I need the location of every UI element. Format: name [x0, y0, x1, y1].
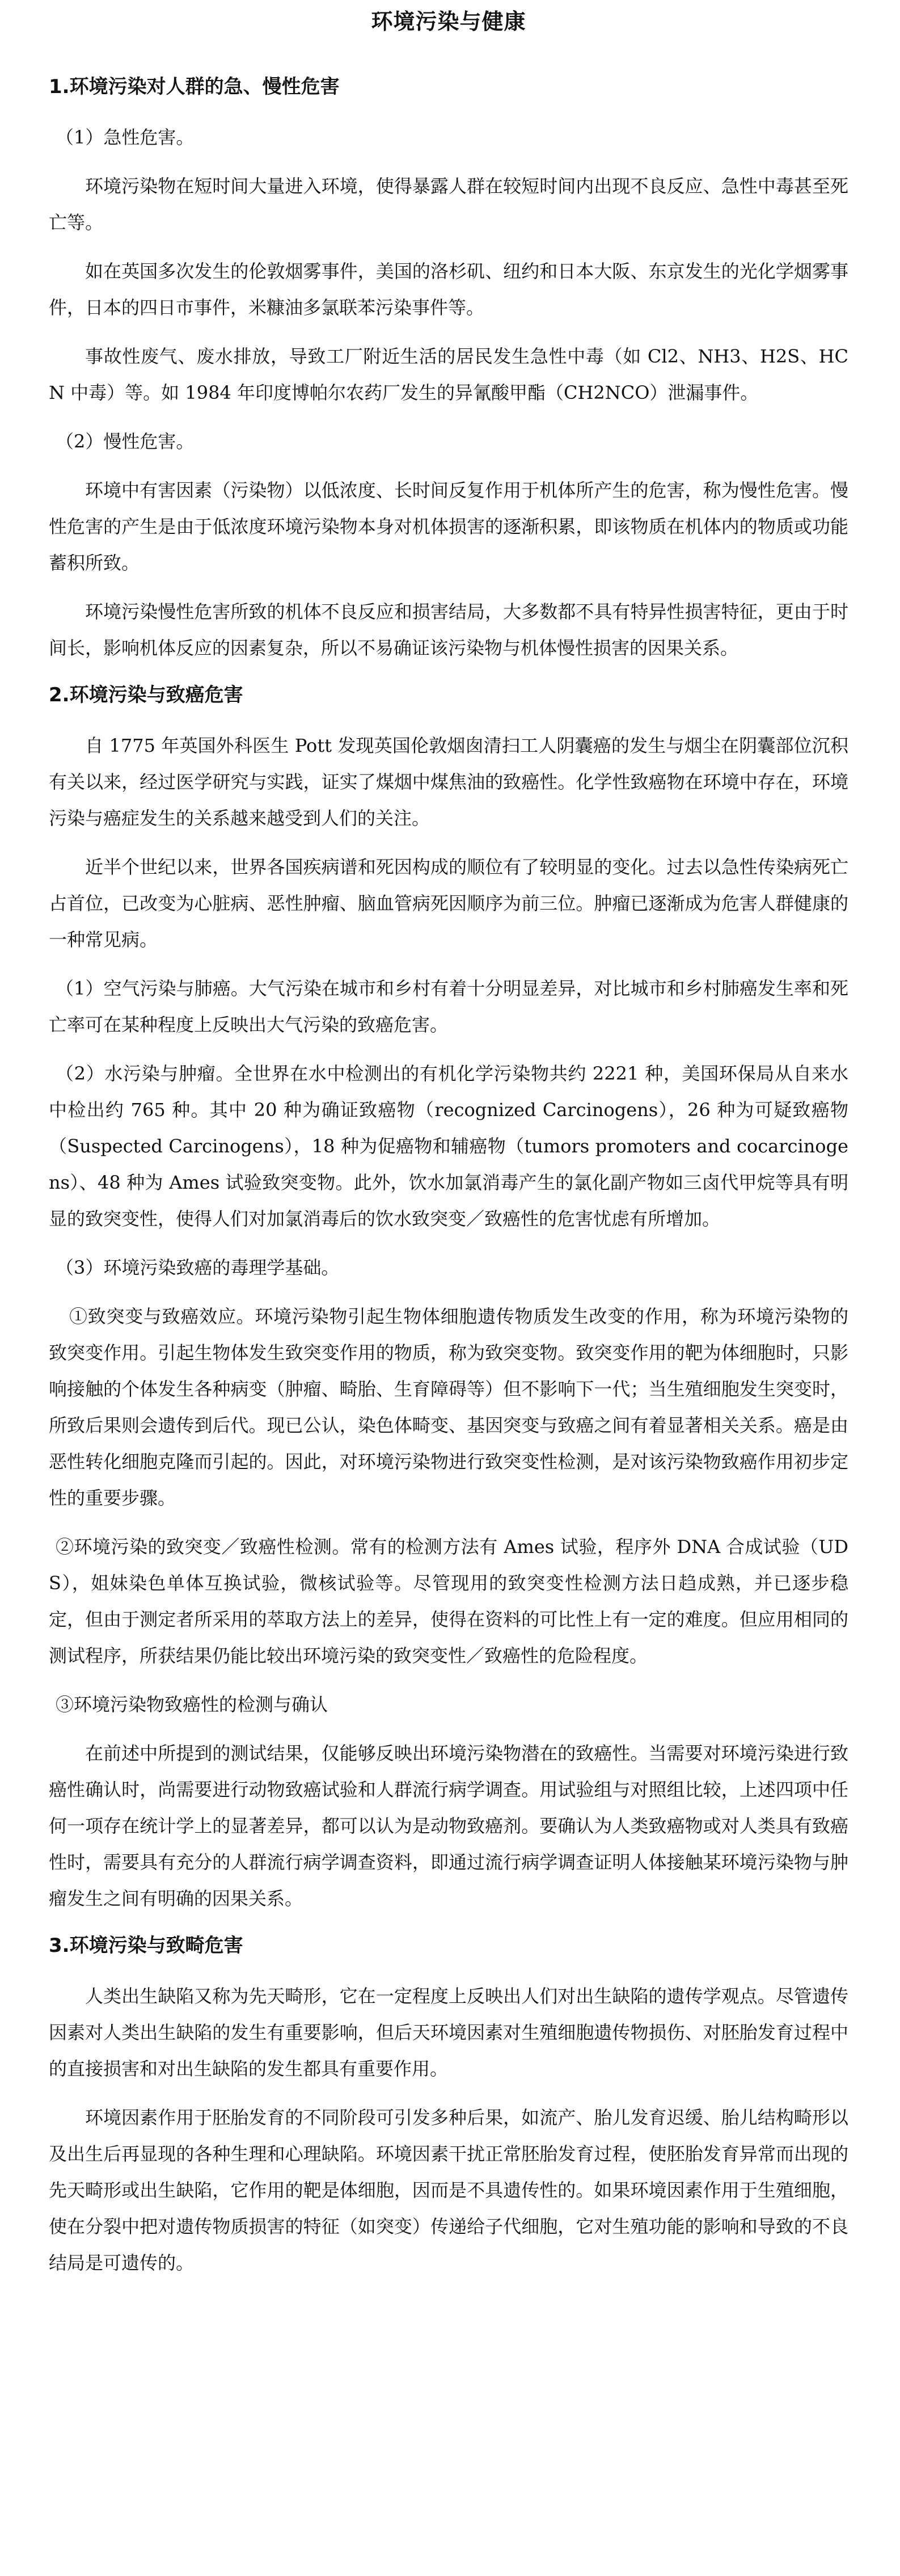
paragraph: （2）水污染与肿瘤。全世界在水中检测出的有机化学污染物共约 2221 种，美国环保局从自来水中检出约 765 种。其中 20 种为确证致癌物（recognized Carcinogens），26 种为可疑致癌物（Suspected Carcinogens），18 种为促癌物和辅癌物（tumors promoters and cocarcinogens）、48 种为 Ames 试验致突变物。此外，饮水加氯消毒产生的氯化副产物如三卤代甲烷等具有明显的致突变性，使得人们对加氯消毒后的饮水致突变／致癌性的危害忧虑有所增加。	[49, 1063, 848, 1230]
paragraph: ②环境污染的致突变／致癌性检测。常有的检测方法有 Ames 试验，程序外 DNA 合成试验（UDS），姐妹染色单体互换试验，微核试验等。尽管现用的致突变性检测方法日趋成熟，并已逐步稳定，但由于测定者所采用的萃取方法上的差异，使得在资料的可比性上有一定的难度。但应用相同的测试程序，所获结果仍能比较出环境污染的致突变性／致癌性的危险程度。	[49, 1536, 848, 1666]
paragraph: ①致突变与致癌效应。环境污染物引起生物体细胞遗传物质发生改变的作用，称为环境污染物的致突变作用。引起生物体发生致突变作用的物质，称为致突变物。致突变作用的靶为体细胞时，只影响接触的个体发生各种病变（肿瘤、畸胎、生育障碍等）但不影响下一代；当生殖细胞发生突变时，所致后果则会遗传到后代。现已公认，染色体畸变、基因突变与致癌之间有着显著相关关系。癌是由恶性转化细胞克隆而引起的。因此，对环境污染物进行致突变性检测，是对该污染物致癌作用初步定性的重要步骤。	[49, 1306, 848, 1509]
paragraph: （3）环境污染致癌的毒理学基础。	[56, 1257, 340, 1278]
document-title: 环境污染与健康	[371, 9, 526, 34]
paragraph: ③环境污染物致癌性的检测与确认	[56, 1694, 328, 1715]
paragraph: （2）慢性危害。	[56, 431, 195, 452]
document-page	[49, 0, 848, 2293]
paragraph: 环境中有害因素（污染物）以低浓度、长时间反复作用于机体所产生的危害，称为慢性危害。慢性危害的产生是由于低浓度环境污染物本身对机体损害的逐渐积累，即该物质在机体内的物质或功能蓄积所致。	[49, 479, 848, 574]
paragraph: 在前述中所提到的测试结果，仅能够反映出环境污染物潜在的致癌性。当需要对环境污染进行致癌性确认时，尚需要进行动物致癌试验和人群流行病学调查。用试验组与对照组比较，上述四项中任何一项存在统计学上的显著差异，都可以认为是动物致癌剂。要确认为人类致癌物或对人类具有致癌性时，需要具有充分的人群流行病学调查资料，即通过流行病学调查证明人体接触某环境污染物与肿瘤发生之间有明确的因果关系。	[49, 1742, 848, 1909]
paragraph: 人类出生缺陷又称为先天畸形，它在一定程度上反映出人们对出生缺陷的遗传学观点。尽管遗传因素对人类出生缺陷的发生有重要影响，但后天环境因素对生殖细胞遗传物损伤、对胚胎发育过程中的直接损害和对出生缺陷的发生都具有重要作用。	[49, 1985, 848, 2080]
section-heading: 3.环境污染与致畸危害	[49, 1934, 243, 1957]
document-body	[49, 70, 848, 2281]
paragraph: 事故性废气、废水排放，导致工厂附近生活的居民发生急性中毒（如 Cl2、NH3、H2S、HCN 中毒）等。如 1984 年印度博帕尔农药厂发生的异氰酸甲酯（CH2NCO）泄漏事件。	[49, 346, 848, 403]
paragraph: 近半个世纪以来，世界各国疾病谱和死因构成的顺位有了较明显的变化。过去以急性传染病死亡占首位，已改变为心脏病、恶性肿瘤、脑血管病死因顺序为前三位。肿瘤已逐渐成为危害人群健康的一种常见病。	[49, 856, 848, 950]
paragraph: 如在英国多次发生的伦敦烟雾事件，美国的洛杉矶、纽约和日本大阪、东京发生的光化学烟雾事件，日本的四日市事件，米糠油多氯联苯污染事件等。	[49, 260, 848, 318]
paragraph: 环境污染物在短时间大量进入环境，使得暴露人群在较短时间内出现不良反应、急性中毒甚至死亡等。	[49, 175, 848, 233]
paragraph: 环境污染慢性危害所致的机体不良反应和损害结局，大多数都不具有特异性损害特征，更由于时间长，影响机体反应的因素复杂，所以不易确证该污染物与机体慢性损害的因果关系。	[49, 601, 848, 659]
paragraph: 自 1775 年英国外科医生 Pott 发现英国伦敦烟囱清扫工人阴囊癌的发生与烟尘在阴囊部位沉积有关以来，经过医学研究与实践，证实了煤烟中煤焦油的致癌性。化学性致癌物在环境中存在，环境污染与癌症发生的关系越来越受到人们的关注。	[49, 735, 848, 829]
paragraph: （1）空气污染与肺癌。大气污染在城市和乡村有着十分明显差异，对比城市和乡村肺癌发生率和死亡率可在某种程度上反映出大气污染的致癌危害。	[49, 978, 848, 1036]
paragraph: （1）急性危害。	[56, 127, 195, 148]
section-heading: 1.环境污染对人群的急、慢性危害	[49, 75, 340, 98]
paragraph: 环境因素作用于胚胎发育的不同阶段可引发多种后果，如流产、胎儿发育迟缓、胎儿结构畸形以及出生后再显现的各种生理和心理缺陷。环境因素干扰正常胚胎发育过程，使胚胎发育异常而出现的先天畸形或出生缺陷，它作用的靶是体细胞，因而是不具遗传性的。如果环境因素作用于生殖细胞，使在分裂中把对遗传物质损害的特征（如突变）传递给子代细胞，它对生殖功能的影响和导致的不良结局是可遗传的。	[49, 2107, 848, 2274]
section-heading: 2.环境污染与致癌危害	[49, 684, 243, 706]
